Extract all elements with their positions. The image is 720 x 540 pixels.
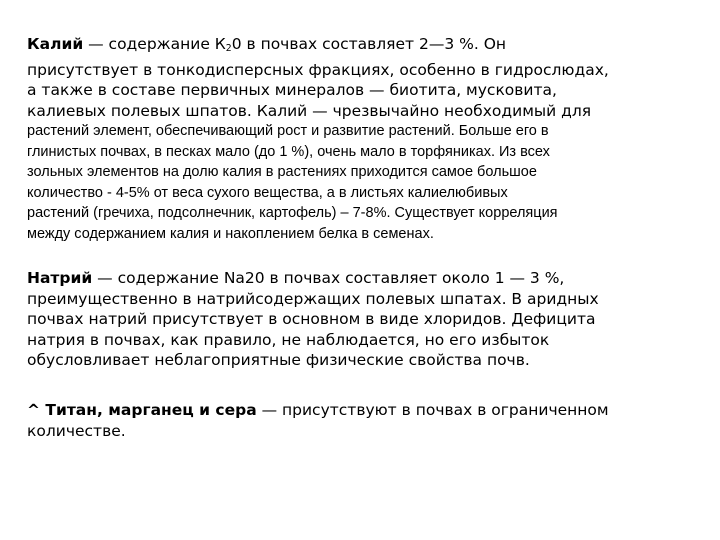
text-line: калиевых полевых шпатов. Калий — чрезвычайно необходимый для <box>27 101 592 120</box>
text-line: зольных элементов на долю калия в растениях приходится самое большое <box>27 164 537 180</box>
text-line <box>27 34 699 60</box>
text-line: обусловливает неблагоприятные физические свойства почв. <box>27 351 530 369</box>
text-line: а также в составе первичных минералов — биотита, мусковита, <box>27 81 557 99</box>
text-fragment: — содержание Na20 в почвах составляет около 1 — 3 %, <box>92 269 565 287</box>
titanium-manganese-sulfur-paragraph <box>27 400 699 441</box>
text-line: преимущественно в натрийсодержащих полевых шпатах. В аридных <box>27 289 599 308</box>
text-line: между содержанием калия и накоплением белка в семенах. <box>27 225 434 242</box>
term-titanium-manganese-sulfur: ^ Титан, марганец и сера <box>27 401 257 419</box>
text-line: присутствует в тонкодисперсных фракциях, особенно в гидрослюдах, <box>27 60 609 79</box>
text-line <box>27 400 699 421</box>
text-line: почвах натрий присутствует в основном в виде хлоридов. Дефицита <box>27 310 596 328</box>
text-line: растений (гречиха, подсолнечник, картофель) – 7-8%. Существует корреляция <box>27 205 558 221</box>
text-fragment: — присутствуют в почвах в ограниченном <box>256 401 609 419</box>
text-line: растений элемент, обеспечивающий рост и развитие растений. Больше его в <box>27 123 549 139</box>
text-line: глинистых почвах, в песках мало (до 1 %), очень мало в торфяниках. Из всех <box>27 143 550 160</box>
text-fragment: 0 в почвах составляет 2—3 %. Он <box>231 35 507 53</box>
term-potassium: Калий <box>27 35 84 53</box>
text-line: количестве. <box>27 421 126 440</box>
text-line: количество - 4-5% от веса сухого вещества, а в листьях калиелюбивых <box>27 184 508 201</box>
text-fragment: — содержание К <box>83 35 226 53</box>
text-line <box>27 268 699 289</box>
sodium-paragraph <box>27 268 699 371</box>
subscript: 2 <box>225 43 232 54</box>
text-line: натрия в почвах, как правило, не наблюдается, но его избыток <box>27 330 550 349</box>
term-sodium: Натрий <box>27 269 93 287</box>
potassium-paragraph <box>27 34 699 244</box>
